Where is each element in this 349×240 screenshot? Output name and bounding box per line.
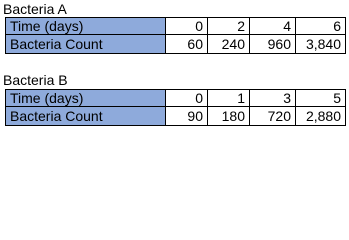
cell-value: 0 [166, 18, 208, 35]
row-label-count: Bacteria Count [6, 107, 166, 126]
cell-value: 60 [166, 35, 208, 54]
table-row-count [6, 107, 346, 126]
cell-value: 2 [208, 18, 250, 35]
cell-value: 90 [166, 107, 208, 126]
cell-value: 5 [296, 90, 346, 107]
table-row-time [6, 18, 346, 35]
cell-value: 2,880 [296, 107, 346, 126]
bacteria-a-table [5, 17, 346, 54]
cell-value: 720 [250, 107, 296, 126]
cell-value: 180 [208, 107, 250, 126]
row-label-time: Time (days) [6, 90, 166, 107]
cell-value: 1 [208, 90, 250, 107]
cell-value: 240 [208, 35, 250, 54]
row-label-time: Time (days) [6, 18, 166, 35]
cell-value: 6 [296, 18, 346, 35]
table-row-time [6, 90, 346, 107]
table-row-count [6, 35, 346, 54]
cell-value: 3 [250, 90, 296, 107]
table-a-title: Bacteria A [3, 1, 67, 17]
cell-value: 4 [250, 18, 296, 35]
bacteria-b-table [5, 89, 346, 126]
cell-value: 960 [250, 35, 296, 54]
row-label-count: Bacteria Count [6, 35, 166, 54]
cell-value: 0 [166, 90, 208, 107]
cell-value: 3,840 [296, 35, 346, 54]
table-b-title: Bacteria B [3, 72, 68, 88]
